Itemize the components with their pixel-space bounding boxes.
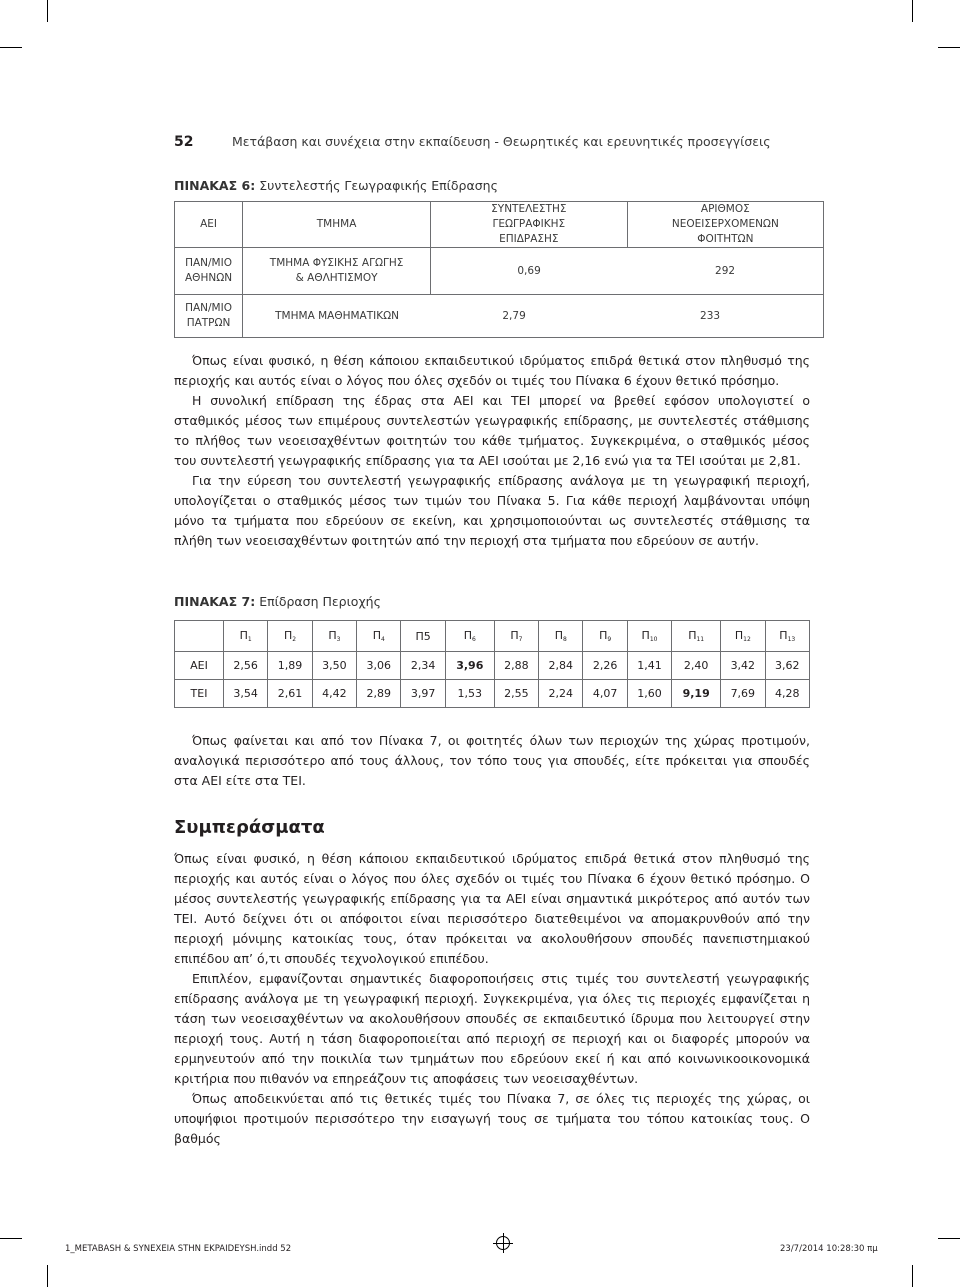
table7-header-cell [627,621,671,652]
table6-caption [174,178,498,193]
table7-cell: 2,61 [268,680,312,708]
paragraph: Όπως φαίνεται και από τον Πίνακα 7, οι φοιτητές όλων των περιοχών της χώρας προτιμούν, αναλογικά περισσότερο από τους άλλους, τον τόπο τους για σπουδές, είτε πρόκειται για σπουδές στα ΑΕΙ είτε στα ΤΕΙ. [174,733,810,788]
table6-merged-cell [243,295,824,338]
header-base: Π [328,629,337,642]
table6-header-cell: ΑΡΙΘΜΟΣ ΝΕΟΕΙΣΕΡΧΟΜΕΝΩΝ ΦΟΙΤΗΤΩΝ [627,202,824,248]
paragraph: Όπως είναι φυσικό, η θέση κάποιου εκπαιδευτικού ιδρύματος επιδρά θετικά στον πληθυσμό της περιοχής και αυτός είναι ο λόγος που όλες σχεδόν οι τιμές του Πίνακα 6 έχουν θετικό πρόσημο. [174,353,810,388]
table6-cell-aei: ΠΑΝ/ΜΙΟ ΑΘΗΝΩΝ [175,248,243,295]
header-base: Π [554,629,564,642]
table7-cell: 2,88 [494,652,538,680]
header-sub: 4 [380,636,385,643]
table7-cell: 4,07 [583,680,627,708]
header-sub: 11 [696,636,705,643]
table7-header-cell [312,621,356,652]
table7 [174,620,810,708]
crop-mark [938,47,960,48]
header-sub: 10 [649,636,658,643]
body-text-1 [174,351,810,551]
table6-label: ΠΙΝΑΚΑΣ 6: [174,178,256,193]
crop-mark [47,1265,48,1287]
header-sub: 13 [787,636,796,643]
table7-cell: 2,56 [224,652,268,680]
table7-header-cell [765,621,810,652]
table6-cell-tmima: ΤΜΗΜΑ ΜΑΘΗΜΑΤΙΚΩΝ [275,309,400,322]
table7-cell: 2,84 [539,652,583,680]
running-title: Μετάβαση και συνέχεια στην εκπαίδευση - Θεωρητικές και ερευνητικές προσεγγίσεις [232,134,771,149]
paragraph: Για την εύρεση του συντελεστή γεωγραφικής επίδρασης ανάλογα με τη γεωγραφική περιοχή, υπολογίζεται ο σταθμικός μέσος των τιμών του Πίνακα 5. Για κάθε περιοχή λαμβάνονται υπόψη μόνο τα τμήματα που εδρεύουν σε εκείνη, και χρησιμοποιούνται ως συντελεστές στάθμισης τα πλήθη των νεοεισαχθέντων φοιτητών από την περιοχή στα τμήματα που εδρεύουν σε αυτήν. [174,473,810,548]
table7-header-cell [268,621,312,652]
table7-cell: 4,28 [765,680,810,708]
table7-header-cell [445,621,494,652]
header-sub: 7 [518,636,523,643]
table7-cell: 1,89 [268,652,312,680]
header-sub: 1 [247,636,252,643]
table6-cell-count: 292 [715,264,736,277]
table7-cell: 2,24 [539,680,583,708]
table6-merged-cell [431,248,824,295]
table6-cell-tmima: ΤΜΗΜΑ ΦΥΣΙΚΗΣ ΑΓΩΓΗΣ & ΑΘΛΗΤΙΣΜΟΥ [243,248,431,295]
footer-timestamp: 23/7/2014 10:28:30 πμ [780,1244,878,1254]
table7-label: ΠΙΝΑΚΑΣ 7: [174,594,256,609]
table7-row-label: ΤΕΙ [175,680,224,708]
table7-cell: 3,42 [721,652,765,680]
header-sub: 3 [336,636,341,643]
header-base: Π [372,629,381,642]
table7-cell: 1,53 [445,680,494,708]
header-base: Π [641,629,650,642]
table7-header-cell [672,621,721,652]
table7-cell: 3,96 [445,652,494,680]
page-header [174,134,814,156]
paragraph: Όπως είναι φυσικό, η θέση κάποιου εκπαιδευτικού ιδρύματος επιδρά θετικά στον πληθυσμό της περιοχής και αυτός είναι ο λόγος που όλες σχεδόν οι τιμές του Πίνακα 6 έχουν θετικό πρόσημο. Ο μέσος συντελεστής γεωγραφικής επίδρασης για τα ΑΕΙ είναι σημαντικά μικρότερος από αυτόν των ΤΕΙ. Αυτό δείχνει ότι οι απόφοιτοι είναι περισσότερο διατεθειμένοι να απομακρυνθούν από την περιοχή μόνιμης κατοικίας τους, όταν πρόκειται να ακολουθήσουν σπουδές πανεπιστημιακού επιπέδου απ’ ό,τι σπουδές τεχνολογικού επιπέδου. [174,851,810,966]
table7-header-row [175,621,810,652]
paragraph: Επιπλέον, εμφανίζονται σημαντικές διαφοροποιήσεις στις τιμές του συντελεστή γεωγραφικής επίδρασης ανάλογα με τη γεωγραφική περιοχή. Συγκεκριμένα, για όλες τις περιοχές εμφανίζεται η τάση των νεοεισαχθέντων να ακολουθήσουν σπουδές σε εκπαιδευτικό ίδρυμα που λειτουργεί στην περιοχή τους. Αυτή η τάση διαφοροποιείται από περιοχή σε περιοχή και οι διαφορές μπορούν να ερμηνευτούν από την ποικιλία των τμημάτων που εδρεύουν εκεί ή και από κοινωνικοοικονομικά κριτήρια που πιθανόν να επηρεάζουν τις αποφάσεις των νεοεισαχθέντων. [174,971,810,1086]
paragraph: Όπως αποδεικνύεται από τις θετικές τιμές του Πίνακα 7, σε όλες τις περιοχές της χώρας, οι υποψήφιοι προτιμούν περισσότερο την εισαγωγή τους σε τμήματα του τόπου κατοικίας τους. Ο βαθμός [174,1091,810,1146]
crop-mark [47,0,48,22]
header-base: Π5 [415,629,431,643]
body-text-2 [174,731,810,791]
table6-cell-count: 233 [700,309,721,322]
section-heading: Συμπεράσματα [174,817,325,838]
header-base: Π [688,629,697,642]
table7-cell: 9,19 [672,680,721,708]
table7-header-cell [539,621,583,652]
table6-header-cell: ΑΕΙ [175,202,243,248]
table6-header-cell: ΤΜΗΜΑ [243,202,431,248]
header-base: Π [463,629,472,642]
table6-header-row [175,202,824,248]
crop-mark [938,1238,960,1239]
table7-header-cell [401,621,445,652]
table7-cell: 2,40 [672,652,721,680]
table7-cell: 3,62 [765,652,810,680]
table6-title: Συντελεστής Γεωγραφικής Επίδρασης [259,178,498,193]
crop-mark [912,0,913,22]
header-sub: 9 [607,636,612,643]
header-sub: 6 [472,636,476,643]
table7-cell: 3,06 [357,652,401,680]
table7-cell: 2,26 [583,652,627,680]
header-base: Π [599,629,608,642]
table7-header-cell [357,621,401,652]
header-sub: 8 [563,636,567,643]
table7-cell: 2,55 [494,680,538,708]
registration-mark-icon [496,1236,510,1250]
table7-cell: 2,89 [357,680,401,708]
table7-header-cell [224,621,268,652]
table6-header-cell: ΣΥΝΤΕΛΕΣΤΗΣ ΓΕΩΓΡΑΦΙΚΗΣ ΕΠΙΔΡΑΣΗΣ [431,202,628,248]
table7-cell: 7,69 [721,680,765,708]
table-row [175,248,824,295]
crop-mark [0,1238,22,1239]
page-number: 52 [174,134,194,150]
crop-mark [0,47,22,48]
table7-title: Επίδραση Περιοχής [259,594,381,609]
table6-cell-aei: ΠΑΝ/ΜΙΟ ΠΑΤΡΩΝ [175,295,243,338]
conclusions-text [174,849,810,1149]
header-sub: 2 [292,636,297,643]
header-base: Π [734,629,744,642]
table7-header-cell [721,621,765,652]
table6-cell-coef: 0,69 [517,264,541,277]
table7-header-cell [583,621,627,652]
table7-cell: 3,50 [312,652,356,680]
table6 [174,201,824,338]
table6-cell-coef: 2,79 [502,309,526,322]
table-row [175,680,810,708]
header-base: Π [283,629,293,642]
table7-corner-cell [175,621,224,652]
table7-cell: 1,41 [627,652,671,680]
table7-row-label: ΑΕΙ [175,652,224,680]
table7-header-cell [494,621,538,652]
header-base: Π [510,629,519,642]
table7-cell: 1,60 [627,680,671,708]
table-row [175,652,810,680]
table7-cell: 3,97 [401,680,445,708]
crop-mark [912,1265,913,1287]
footer-filename: 1_METABASH & SYNEXEIA STHN EKPAIDEYSH.indd 52 [65,1244,292,1254]
table-row [175,295,824,338]
header-base: Π [779,629,788,642]
header-sub: 12 [743,636,751,643]
paragraph: Η συνολική επίδραση της έδρας στα ΑΕΙ και ΤΕΙ μπορεί να βρεθεί εφόσον υπολογιστεί ο σταθμικός μέσος των επιμέρους συντελεστών γεωγραφικής επίδρασης, με συντελεστές στάθμισης το πλήθος των νεοεισαχθέντων φοιτητών του κάθε τμήματος. Συγκεκριμένα, ο σταθμικός μέσος του συντελεστή γεωγραφικής επίδρασης για τα ΑΕΙ ισούται με 2,16 ενώ για τα ΤΕΙ ισούται με 2,81. [174,393,810,468]
table7-cell: 4,42 [312,680,356,708]
header-base: Π [239,629,248,642]
table7-cell: 2,34 [401,652,445,680]
table7-cell: 3,54 [224,680,268,708]
table7-caption [174,594,381,609]
